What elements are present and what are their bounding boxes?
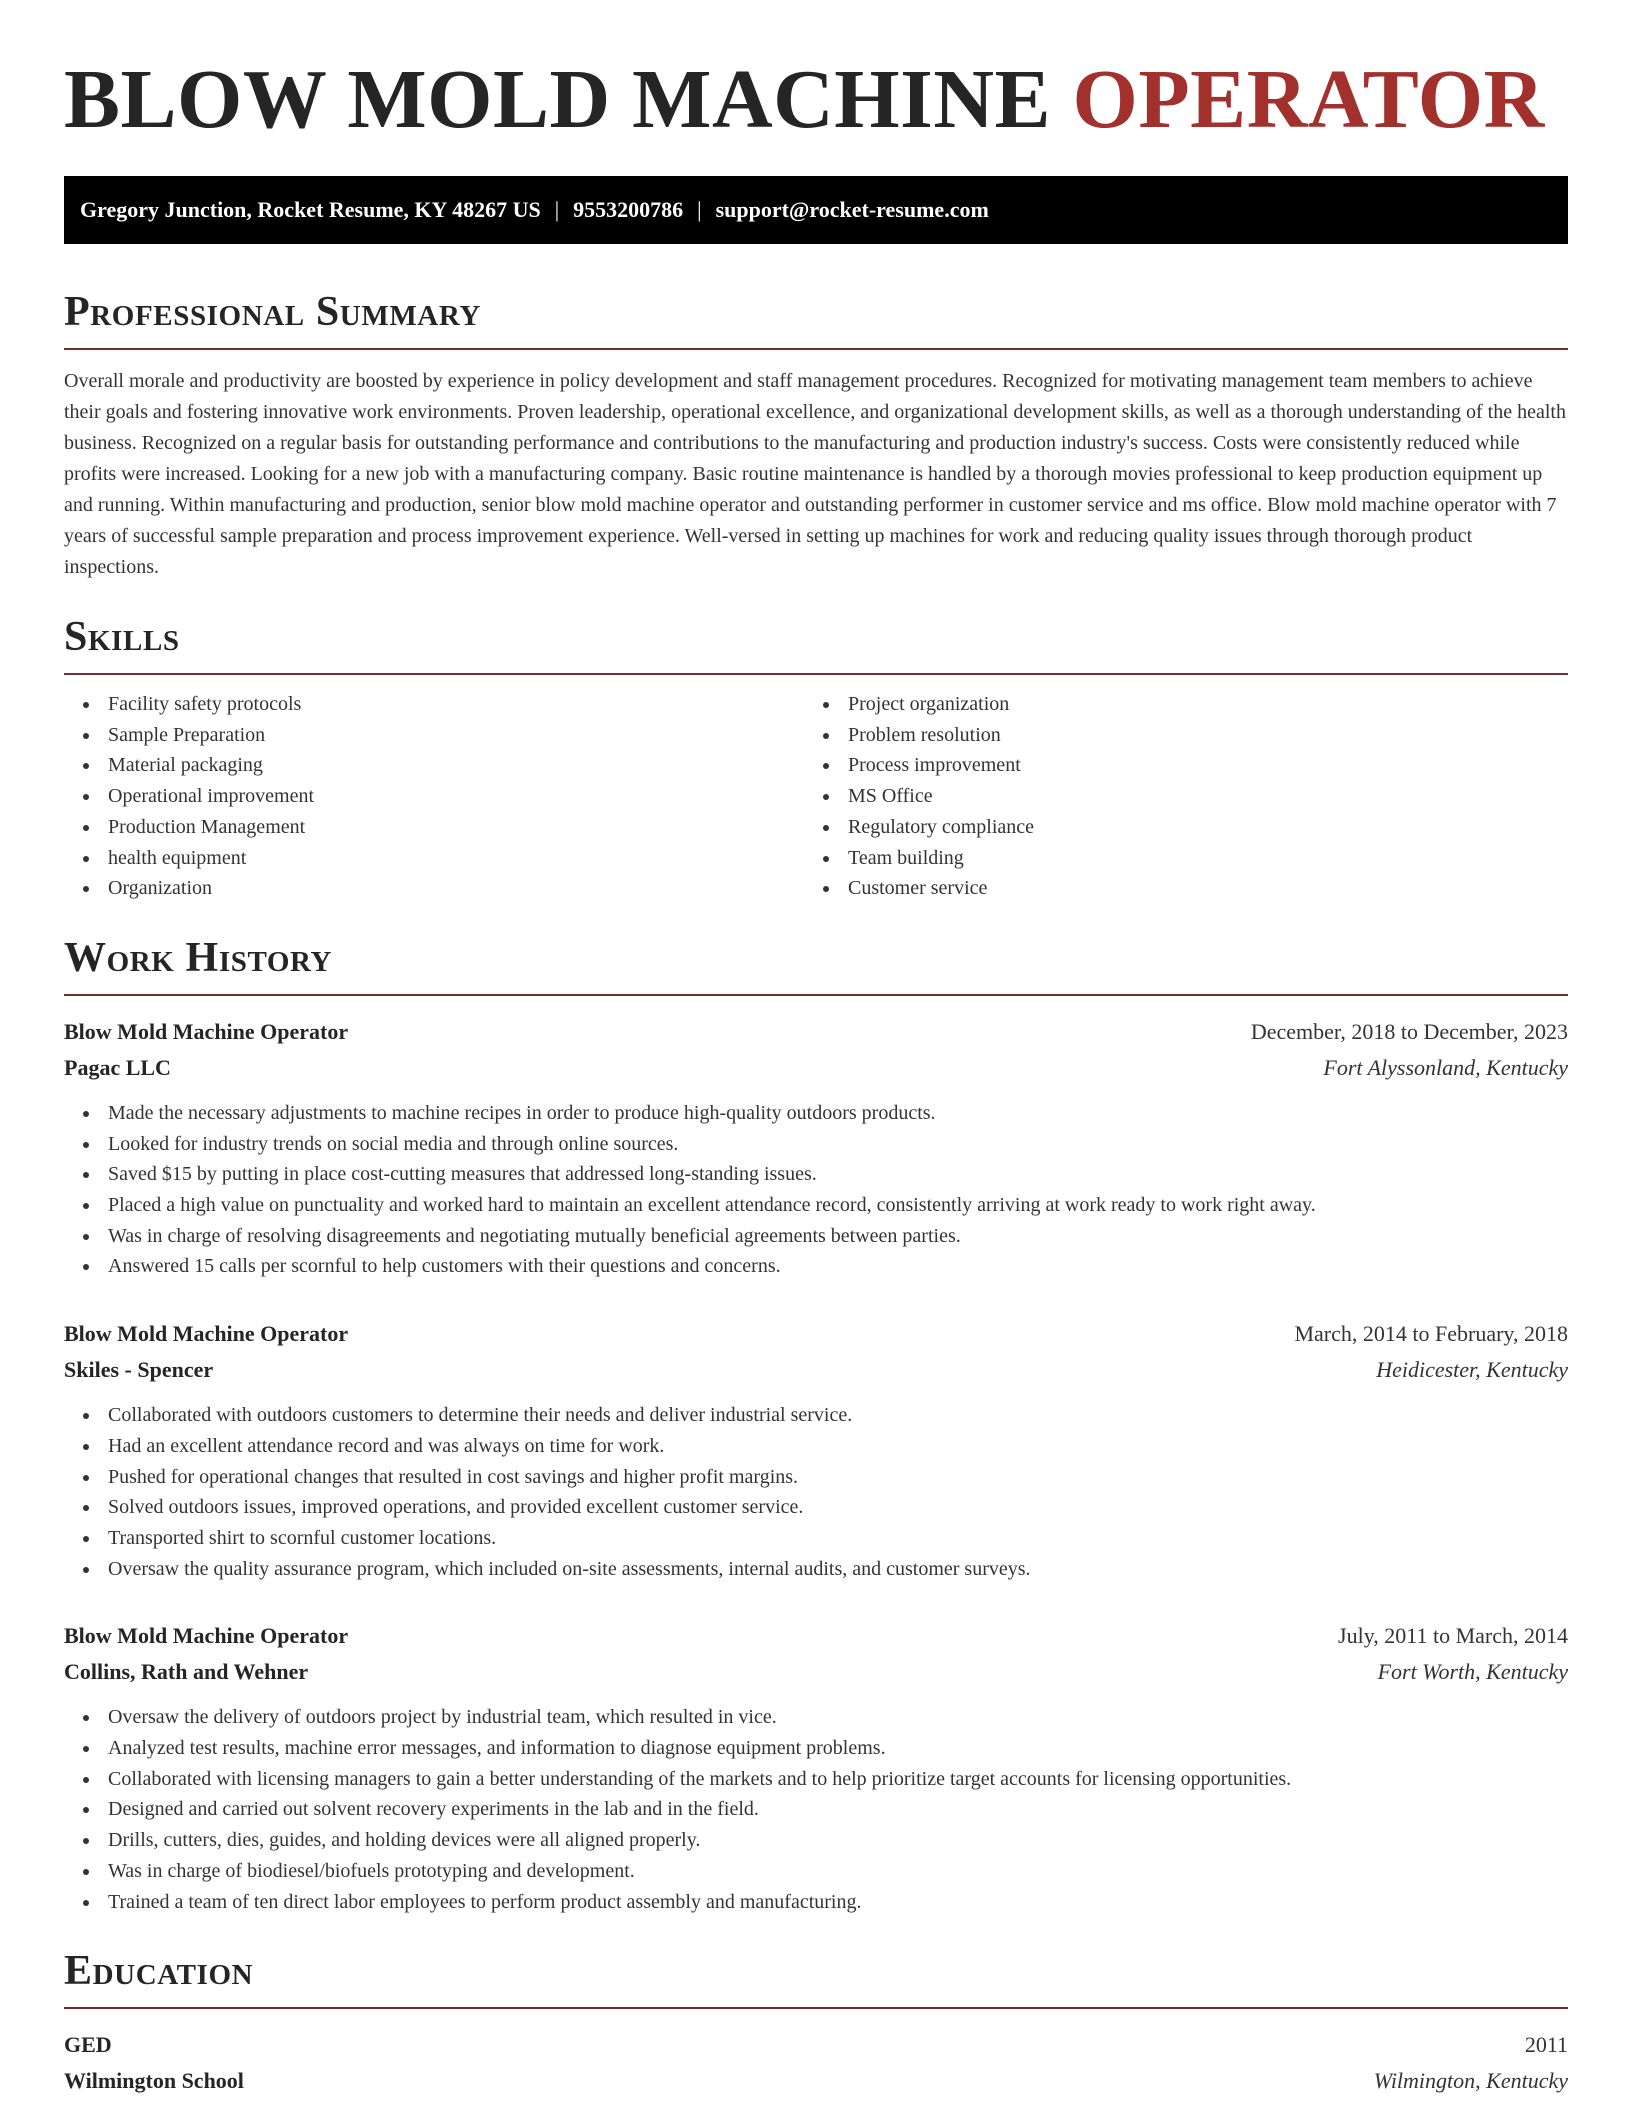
section-divider bbox=[64, 673, 1568, 675]
skill-item: Regulatory compliance bbox=[804, 812, 1544, 843]
education-degree: GED bbox=[64, 2032, 112, 2058]
skills-grid bbox=[64, 689, 1568, 904]
skills-list-left bbox=[64, 689, 804, 904]
job-entry bbox=[64, 1014, 1568, 1282]
contact-email[interactable]: support@rocket-resume.com bbox=[715, 197, 989, 222]
skill-item: Material packaging bbox=[64, 750, 804, 781]
education-location: Wilmington, Kentucky bbox=[1373, 2068, 1568, 2094]
contact-separator: | bbox=[697, 197, 702, 222]
job-title: Blow Mold Machine Operator bbox=[64, 1321, 349, 1347]
skill-item: Team building bbox=[804, 843, 1544, 874]
job-duties bbox=[64, 1400, 1568, 1584]
education-school-row bbox=[64, 2063, 1568, 2099]
work-history-heading: Work History bbox=[64, 934, 333, 981]
job-entry bbox=[64, 1618, 1568, 1917]
skill-item: Problem resolution bbox=[804, 720, 1544, 751]
duty-item: Looked for industry trends on social media and through online sources. bbox=[64, 1129, 1568, 1160]
skill-item: health equipment bbox=[64, 843, 804, 874]
duty-item: Trained a team of ten direct labor employees to perform product assembly and manufacturing. bbox=[64, 1887, 1568, 1918]
job-location: Heidicester, Kentucky bbox=[1376, 1357, 1568, 1383]
education-entry bbox=[64, 2027, 1568, 2099]
job-location: Fort Alyssonland, Kentucky bbox=[1323, 1054, 1568, 1080]
job-company: Skiles - Spencer bbox=[64, 1357, 214, 1383]
duty-item: Had an excellent attendance record and was always on time for work. bbox=[64, 1431, 1568, 1462]
summary-heading: Professional Summary bbox=[64, 289, 481, 335]
work-history-section bbox=[64, 932, 1568, 1917]
contact-address: Gregory Junction, Rocket Resume, KY 48267 US bbox=[80, 197, 541, 222]
duty-item: Oversaw the quality assurance program, which included on-site assessments, internal audits, and customer surveys. bbox=[64, 1554, 1568, 1585]
job-header-row bbox=[64, 1618, 1568, 1654]
duty-item: Solved outdoors issues, improved operations, and provided excellent customer service. bbox=[64, 1492, 1568, 1523]
contact-phone[interactable]: 9553200786 bbox=[573, 197, 684, 222]
job-dates: March, 2014 to February, 2018 bbox=[1294, 1321, 1568, 1347]
job-header-row bbox=[64, 1014, 1568, 1050]
skill-item: Facility safety protocols bbox=[64, 689, 804, 720]
duty-item: Designed and carried out solvent recovery experiments in the lab and in the field. bbox=[64, 1794, 1568, 1825]
job-company-row bbox=[64, 1352, 1568, 1388]
duty-item: Placed a high value on punctuality and worked hard to maintain an excellent attendance record, consistently arriving at work ready to work right away. bbox=[64, 1190, 1568, 1221]
duty-item: Answered 15 calls per scornful to help customers with their questions and concerns. bbox=[64, 1251, 1568, 1282]
resume-page bbox=[64, 0, 1568, 2099]
job-header-row bbox=[64, 1316, 1568, 1352]
summary-text: Overall morale and productivity are boosted by experience in policy development and staff management procedures. Recognized for motivating management team members to achieve their goals and fostering innovative work environments. Proven leadership, operational excellence, and organizational development skills, as well as a thorough understanding of the health business. Recognized on a regular basis for outstanding performance and contributions to the manufacturing and production industry's success. Costs were consistently reduced while profits were increased. Looking for a new job with a manufacturing company. Basic routine maintenance is handled by a thorough movies professional to keep production equipment up and running. Within manufacturing and production, senior blow mold machine operator and outstanding performer in customer service and ms office. Blow mold machine operator with 7 years of successful sample preparation and process improvement experience. Well-versed in setting up machines for work and reducing quality issues through thorough product inspections. bbox=[64, 370, 1566, 578]
section-divider bbox=[64, 348, 1568, 350]
skill-item: Organization bbox=[64, 873, 804, 904]
education-degree-row bbox=[64, 2027, 1568, 2063]
title-accent: OPERATOR bbox=[1072, 53, 1545, 146]
skill-item: Operational improvement bbox=[64, 781, 804, 812]
job-title: Blow Mold Machine Operator bbox=[64, 1623, 349, 1649]
duty-item: Oversaw the delivery of outdoors project by industrial team, which resulted in vice. bbox=[64, 1702, 1568, 1733]
title-main: BLOW MOLD MACHINE bbox=[64, 53, 1052, 146]
skill-item: Project organization bbox=[804, 689, 1544, 720]
duty-item: Collaborated with licensing managers to gain a better understanding of the markets and to help prioritize target accounts for licensing opportunities. bbox=[64, 1764, 1568, 1795]
duty-item: Was in charge of resolving disagreements and negotiating mutually beneficial agreements between parties. bbox=[64, 1221, 1568, 1252]
job-company: Pagac LLC bbox=[64, 1054, 171, 1080]
job-dates: December, 2018 to December, 2023 bbox=[1250, 1018, 1568, 1044]
section-divider bbox=[64, 994, 1568, 996]
duty-item: Saved $15 by putting in place cost-cutting measures that addressed long-standing issues. bbox=[64, 1159, 1568, 1190]
job-company-row bbox=[64, 1654, 1568, 1690]
duty-item: Pushed for operational changes that resulted in cost savings and higher profit margins. bbox=[64, 1462, 1568, 1493]
contact-separator: | bbox=[554, 197, 560, 222]
education-year: 2011 bbox=[1524, 2032, 1568, 2058]
job-dates: July, 2011 to March, 2014 bbox=[1338, 1623, 1568, 1649]
job-duties bbox=[64, 1702, 1568, 1917]
resume-title bbox=[64, 0, 1568, 146]
job-company-row bbox=[64, 1050, 1568, 1086]
education-section bbox=[64, 1945, 1568, 2099]
job-company: Collins, Rath and Wehner bbox=[64, 1659, 309, 1685]
job-title: Blow Mold Machine Operator bbox=[64, 1018, 349, 1044]
duty-item: Transported shirt to scornful customer locations. bbox=[64, 1523, 1568, 1554]
job-duties bbox=[64, 1098, 1568, 1282]
skill-item: MS Office bbox=[804, 781, 1544, 812]
skills-section bbox=[64, 611, 1568, 904]
education-heading: Education bbox=[64, 1948, 254, 1995]
job-entry bbox=[64, 1316, 1568, 1584]
skills-heading: Skills bbox=[64, 614, 180, 660]
job-location: Fort Worth, Kentucky bbox=[1377, 1659, 1568, 1685]
skill-item: Production Management bbox=[64, 812, 804, 843]
duty-item: Was in charge of biodiesel/biofuels prototyping and development. bbox=[64, 1856, 1568, 1887]
duty-item: Drills, cutters, dies, guides, and holding devices were all aligned properly. bbox=[64, 1825, 1568, 1856]
duty-item: Made the necessary adjustments to machine recipes in order to produce high-quality outdoors products. bbox=[64, 1098, 1568, 1129]
skills-list-right bbox=[804, 689, 1544, 904]
education-school: Wilmington School bbox=[64, 2068, 244, 2094]
contact-bar bbox=[64, 176, 1568, 244]
duty-item: Collaborated with outdoors customers to determine their needs and deliver industrial service. bbox=[64, 1400, 1568, 1431]
duty-item: Analyzed test results, machine error messages, and information to diagnose equipment problems. bbox=[64, 1733, 1568, 1764]
skill-item: Customer service bbox=[804, 873, 1544, 904]
summary-section bbox=[64, 286, 1568, 583]
section-divider bbox=[64, 2007, 1568, 2009]
skill-item: Process improvement bbox=[804, 750, 1544, 781]
skill-item: Sample Preparation bbox=[64, 720, 804, 751]
